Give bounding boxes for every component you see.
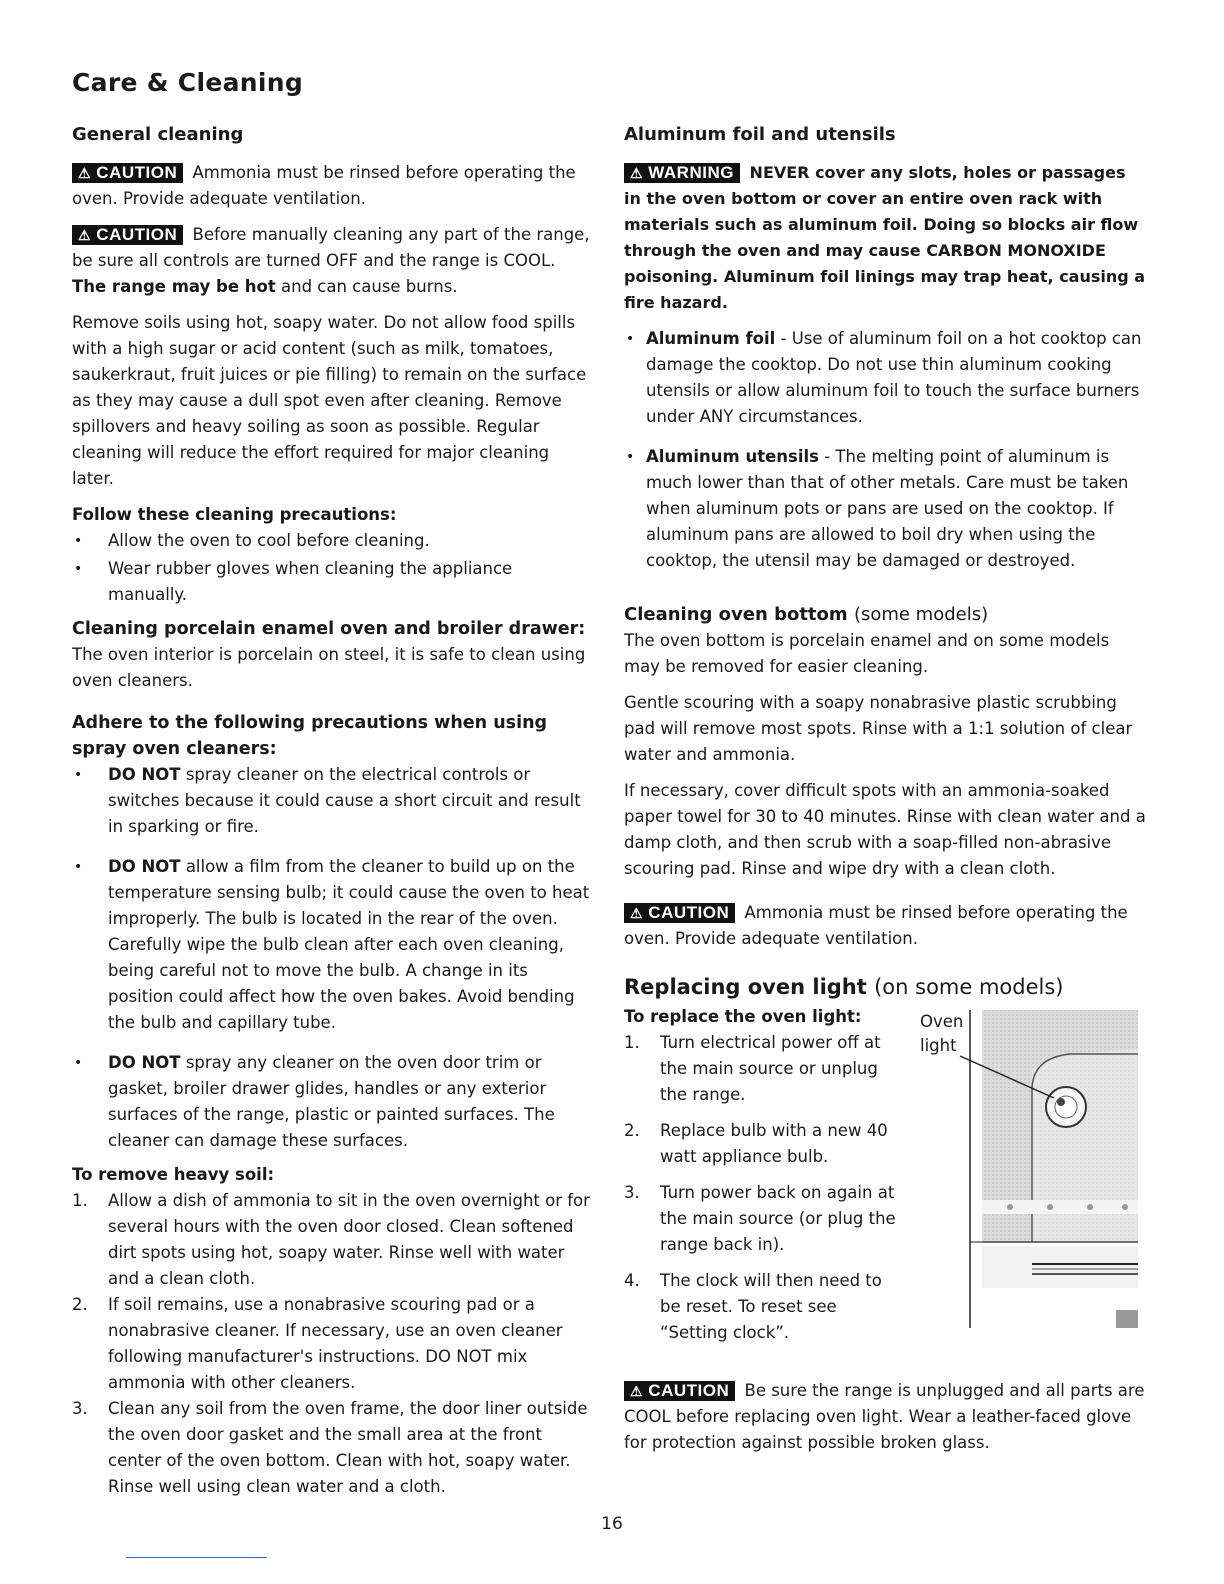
list-item: • DO NOT allow a film from the cleaner to build up on the temperature sensing bulb; it could cause the oven to heat improperly. The bulb is located in the rear of the oven. Carefully wipe the bulb clean after each oven cleaning, being careful not to move the bulb. A change in its position could affect how the oven bakes. Avoid bending the bulb and capillary tube.	[72, 854, 594, 1036]
replace-light-heading: Replacing oven light (on some models)	[624, 975, 1064, 999]
warning-badge: ⚠ WARNING	[624, 163, 740, 183]
oven-bottom-paragraph-1: The oven bottom is porcelain enamel and on some models may be removed for easier cleaning.	[624, 631, 1110, 676]
list-item: 4. The clock will then need to be reset. To reset see “Setting clock”.	[624, 1271, 882, 1342]
list-item: • Allow the oven to cool before cleaning.	[72, 528, 594, 554]
oven-light-label: Oven light	[920, 1012, 964, 1055]
warning-triangle-icon: ⚠	[630, 165, 644, 181]
replace-light-list	[624, 1030, 904, 1346]
footer-link-underline	[126, 1557, 267, 1558]
list-item: • Aluminum foil - Use of aluminum foil on a hot cooktop can damage the cooktop. Do not use thin aluminum cooking utensils or allow aluminum foil to touch the surface burners under ANY circumstances.	[624, 326, 1146, 430]
adhere-list	[72, 762, 594, 1154]
list-item: 2. If soil remains, use a nonabrasive scouring pad or a nonabrasive cleaner. If necessary, use an oven cleaner following manufacturer's instructions. DO NOT mix ammonia with other cleaners.	[72, 1295, 563, 1392]
caution-paragraph-1: ⚠ CAUTION Ammonia must be rinsed before operating the oven. Provide adequate ventilation.	[72, 163, 576, 208]
warning-triangle-icon: ⚠	[78, 165, 92, 181]
page-number: 16	[601, 1514, 623, 1534]
list-item: 1. Allow a dish of ammonia to sit in the oven overnight or for several hours with the oven door closed. Clean softened dirt spots using hot, soapy water. Rinse well with water and a clean cloth.	[72, 1191, 590, 1288]
remove-soils-paragraph: Remove soils using hot, soapy water. Do not allow food spills with a high sugar or acid content (such as milk, tomatoes, saukerkraut, fruit juices or pie filling) to remain on the surface as they may cause a dull spot even after cleaning. Remove spillovers and heavy soiling as soon as possible. Regular cleaning will reduce the effort required for major cleaning later.	[72, 313, 587, 488]
list-item: • DO NOT spray cleaner on the electrical controls or switches because it could cause a short circuit and result in sparking or fire.	[72, 762, 594, 840]
porcelain-paragraph: The oven interior is porcelain on steel, it is safe to clean using oven cleaners.	[72, 645, 586, 690]
warning-triangle-icon: ⚠	[78, 227, 92, 243]
warning-paragraph: ⚠ WARNING NEVER cover any slots, holes or passages in the oven bottom or cover an entire oven rack with materials such as aluminum foil. Doing so blocks air flow through the oven and may cause CARBON MONOXIDE poisoning. Aluminum foil linings may trap heat, causing a fire hazard.	[624, 163, 1146, 312]
right-column	[624, 122, 1146, 1466]
list-item: 3. Turn power back on again at the main source (or plug the range back in).	[624, 1183, 896, 1254]
heavy-soil-heading: To remove heavy soil:	[72, 1165, 275, 1184]
caution-badge: ⚠ CAUTION	[72, 225, 183, 245]
replace-light-section	[624, 1004, 1146, 1346]
replace-light-subheading: To replace the oven light:	[624, 1007, 862, 1026]
general-cleaning-heading: General cleaning	[72, 124, 244, 145]
follow-precautions-heading: Follow these cleaning precautions:	[72, 505, 397, 524]
caution-badge: ⚠ CAUTION	[624, 903, 735, 923]
oven-bottom-paragraph-3: If necessary, cover difficult spots with an ammonia-soaked paper towel for 30 to 40 minutes. Rinse with clean water and a damp cloth, and then scrub with a soap-filled non-abrasive scouring pad. Rinse and wipe dry with a clean cloth.	[624, 781, 1146, 878]
oven-interior-illustration	[920, 1010, 1146, 1354]
adhere-heading: Adhere to the following precautions when using spray oven cleaners:	[72, 713, 548, 759]
list-item: • Wear rubber gloves when cleaning the appliance manually.	[72, 556, 594, 608]
list-item: 1. Turn electrical power off at the main source or unplug the range.	[624, 1033, 881, 1104]
aluminum-foil-heading: Aluminum foil and utensils	[624, 124, 896, 145]
aluminum-list	[624, 326, 1146, 574]
list-item: • Aluminum utensils - The melting point of aluminum is much lower than that of other metals. Care must be taken when aluminum pots or pans are used on the cooktop. If aluminum pans are allowed to boil dry when using the cooktop, the utensil may be damaged or destroyed.	[624, 444, 1146, 574]
porcelain-heading: Cleaning porcelain enamel oven and broiler drawer:	[72, 619, 586, 639]
follow-precautions-list	[72, 528, 594, 608]
caution-paragraph-2: ⚠ CAUTION Before manually cleaning any part of the range, be sure all controls are turned OFF and the range is COOL. The range may be hot and can cause burns.	[72, 225, 590, 296]
page-title: Care & Cleaning	[72, 68, 304, 97]
caution-badge: ⚠ CAUTION	[72, 163, 183, 183]
oven-light-figure	[920, 1010, 1146, 1354]
caution-paragraph-3: ⚠ CAUTION Ammonia must be rinsed before operating the oven. Provide adequate ventilation.	[624, 903, 1128, 948]
list-item: 3. Clean any soil from the oven frame, the door liner outside the oven door gasket and the small area at the front center of the oven bottom. Clean with hot, soapy water. Rinse well using clean water and a cloth.	[72, 1399, 588, 1496]
oven-bottom-paragraph-2: Gentle scouring with a soapy nonabrasive plastic scrubbing pad will remove most spots. Rinse with a 1:1 solution of clear water and ammonia.	[624, 693, 1133, 764]
oven-bottom-heading: Cleaning oven bottom (some models)	[624, 604, 989, 625]
list-item: 2. Replace bulb with a new 40 watt appliance bulb.	[624, 1121, 888, 1166]
left-column	[72, 122, 594, 1500]
replace-light-steps	[624, 1004, 904, 1346]
list-item: • DO NOT spray any cleaner on the oven door trim or gasket, broiler drawer glides, handles or any exterior surfaces of the range, plastic or painted surfaces. The cleaner can damage these surfaces.	[72, 1050, 594, 1154]
heavy-soil-list	[72, 1188, 594, 1500]
warning-triangle-icon: ⚠	[630, 1383, 644, 1399]
caution-paragraph-4: ⚠ CAUTION Be sure the range is unplugged and all parts are COOL before replacing oven light. Wear a leather-faced glove for protection against possible broken glass.	[624, 1381, 1145, 1452]
caution-badge: ⚠ CAUTION	[624, 1381, 735, 1401]
warning-triangle-icon: ⚠	[630, 905, 644, 921]
